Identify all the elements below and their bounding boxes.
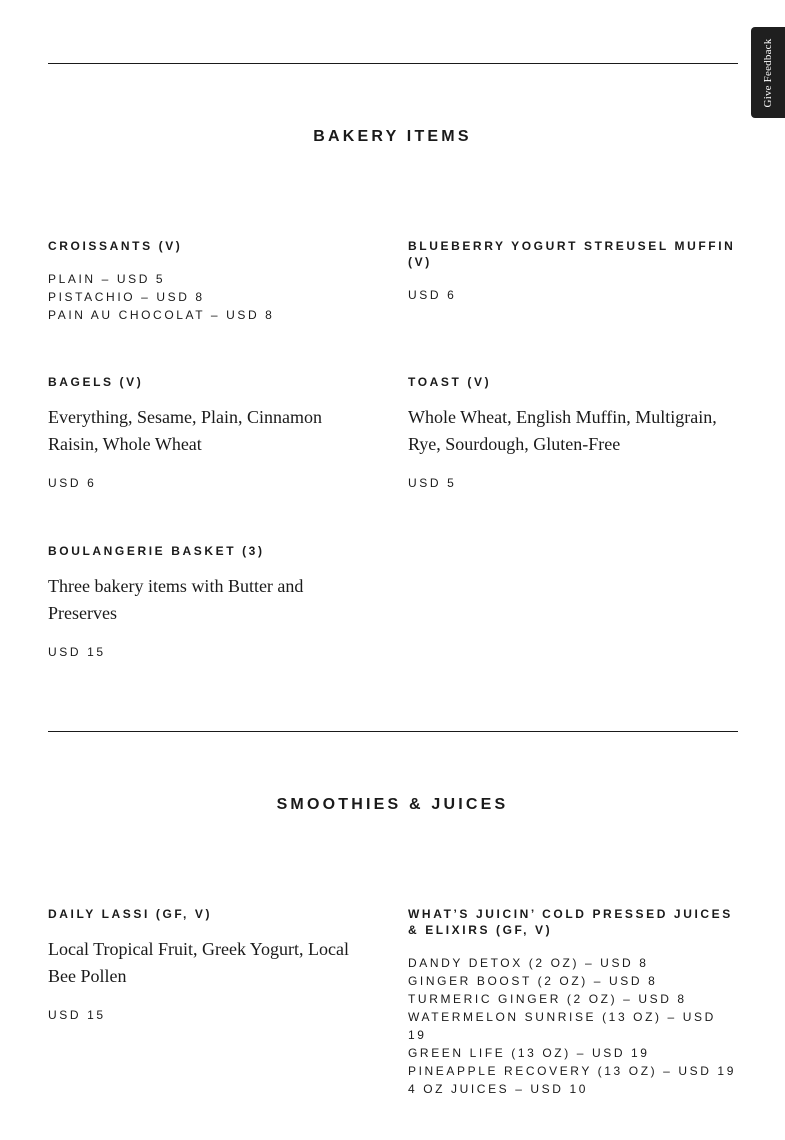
section-divider <box>48 63 738 64</box>
item-title: WHAT’S JUICIN’ COLD PRESSED JUICES & ELIXIRS (GF, V) <box>408 907 733 937</box>
item-price: USD 6 <box>48 476 97 490</box>
item-title: BOULANGERIE BASKET (3) <box>48 544 265 558</box>
menu-item-bagels <box>48 374 368 491</box>
option-line: TURMERIC GINGER (2 OZ) – USD 8 <box>408 992 687 1006</box>
item-title: BLUEBERRY YOGURT STREUSEL MUFFIN (V) <box>408 239 736 269</box>
item-price: USD 15 <box>48 645 106 659</box>
menu-item-daily-lassi <box>48 906 368 1023</box>
option-line: DANDY DETOX (2 OZ) – USD 8 <box>408 956 649 970</box>
option-list <box>408 954 738 1098</box>
item-description: Three bakery items with Butter and Preserves <box>48 576 304 623</box>
give-feedback-tab[interactable] <box>751 27 785 118</box>
section-divider <box>48 731 738 732</box>
item-price: USD 15 <box>48 1008 106 1022</box>
menu-item-muffin <box>408 238 738 303</box>
item-description: Everything, Sesame, Plain, Cinnamon Raisin, Whole Wheat <box>48 407 322 454</box>
section-title-smoothies: SMOOTHIES & JUICES <box>276 796 509 813</box>
option-line: GINGER BOOST (2 OZ) – USD 8 <box>408 974 658 988</box>
option-line: 4 OZ JUICES – USD 10 <box>408 1082 589 1096</box>
item-description: Whole Wheat, English Muffin, Multigrain, Rye, Sourdough, Gluten-Free <box>408 407 717 454</box>
section-title-bakery: BAKERY ITEMS <box>313 128 472 145</box>
menu-item-boulangerie-basket <box>48 543 368 660</box>
option-line: GREEN LIFE (13 OZ) – USD 19 <box>408 1046 650 1060</box>
item-title: TOAST (V) <box>408 375 492 389</box>
option-line: PINEAPPLE RECOVERY (13 OZ) – USD 19 <box>408 1064 736 1078</box>
option-line: WATERMELON SUNRISE (13 OZ) – USD 19 <box>408 1010 716 1042</box>
item-title: CROISSANTS (V) <box>48 239 183 253</box>
menu-item-croissants <box>48 238 368 324</box>
item-description: Local Tropical Fruit, Greek Yogurt, Local Bee Pollen <box>48 939 349 986</box>
menu-item-toast <box>408 374 738 491</box>
option-line: PLAIN – USD 5 <box>48 272 166 286</box>
option-line: PAIN AU CHOCOLAT – USD 8 <box>48 308 275 322</box>
give-feedback-label: Give Feedback <box>762 38 774 107</box>
option-line: PISTACHIO – USD 8 <box>48 290 205 304</box>
item-price: USD 6 <box>408 288 457 302</box>
item-title: DAILY LASSI (GF, V) <box>48 907 213 921</box>
item-title: BAGELS (V) <box>48 375 144 389</box>
menu-item-cold-pressed-juices <box>408 906 738 1098</box>
item-price: USD 5 <box>408 476 457 490</box>
option-list <box>48 270 368 324</box>
